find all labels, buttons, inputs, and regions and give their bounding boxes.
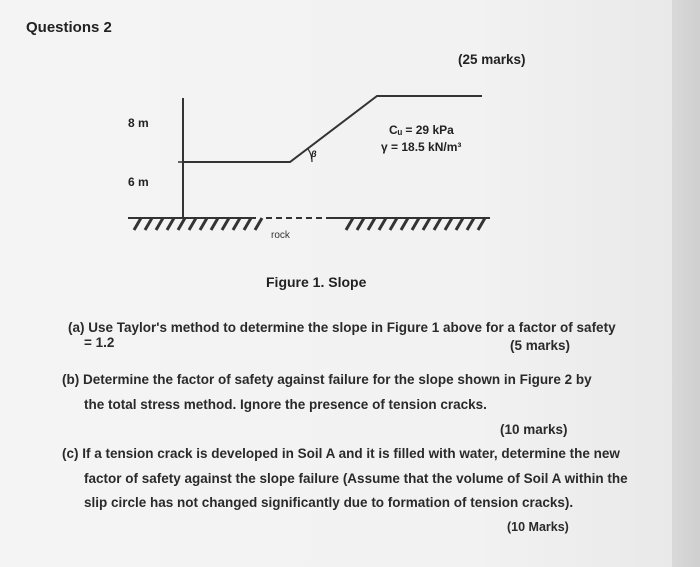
- question-b-line-1: (b) Determine the factor of safety against failure for the slope shown in Figure 2 by: [62, 372, 592, 387]
- question-b-line-2: the total stress method. Ignore the presence of tension cracks.: [84, 397, 487, 412]
- question-c-line-2: factor of safety against the slope failure (Assume that the volume of Soil A within the: [84, 471, 628, 486]
- question-c-marks: (10 Marks): [507, 520, 569, 534]
- question-a-line-2: = 1.2: [84, 335, 115, 350]
- question-a-marks: (5 marks): [510, 338, 571, 353]
- question-c-line-3: slip circle has not changed significantly due to formation of tension cracks).: [84, 495, 574, 510]
- height-label-8m: 8 m: [128, 116, 149, 130]
- question-a-line-1: (a) Use Taylor's method to determine the slope in Figure 1 above for a factor of safety: [68, 320, 616, 335]
- figure-caption: Figure 1. Slope: [266, 274, 367, 290]
- question-b-marks: (10 marks): [500, 422, 568, 437]
- total-marks: (25 marks): [458, 52, 526, 67]
- unit-weight-label: γ = 18.5 kN/m³: [381, 140, 462, 154]
- question-c-line-1: (c) If a tension crack is developed in Soil A and it is filled with water, determine the new: [62, 446, 620, 461]
- rock-hatching: [134, 218, 485, 230]
- cohesion-label: Cᵤ = 29 kPa: [389, 123, 454, 137]
- depth-label-6m: 6 m: [128, 175, 149, 189]
- beta-label: β: [311, 149, 317, 159]
- rock-label: rock: [271, 230, 290, 241]
- question-heading: Questions 2: [26, 19, 112, 36]
